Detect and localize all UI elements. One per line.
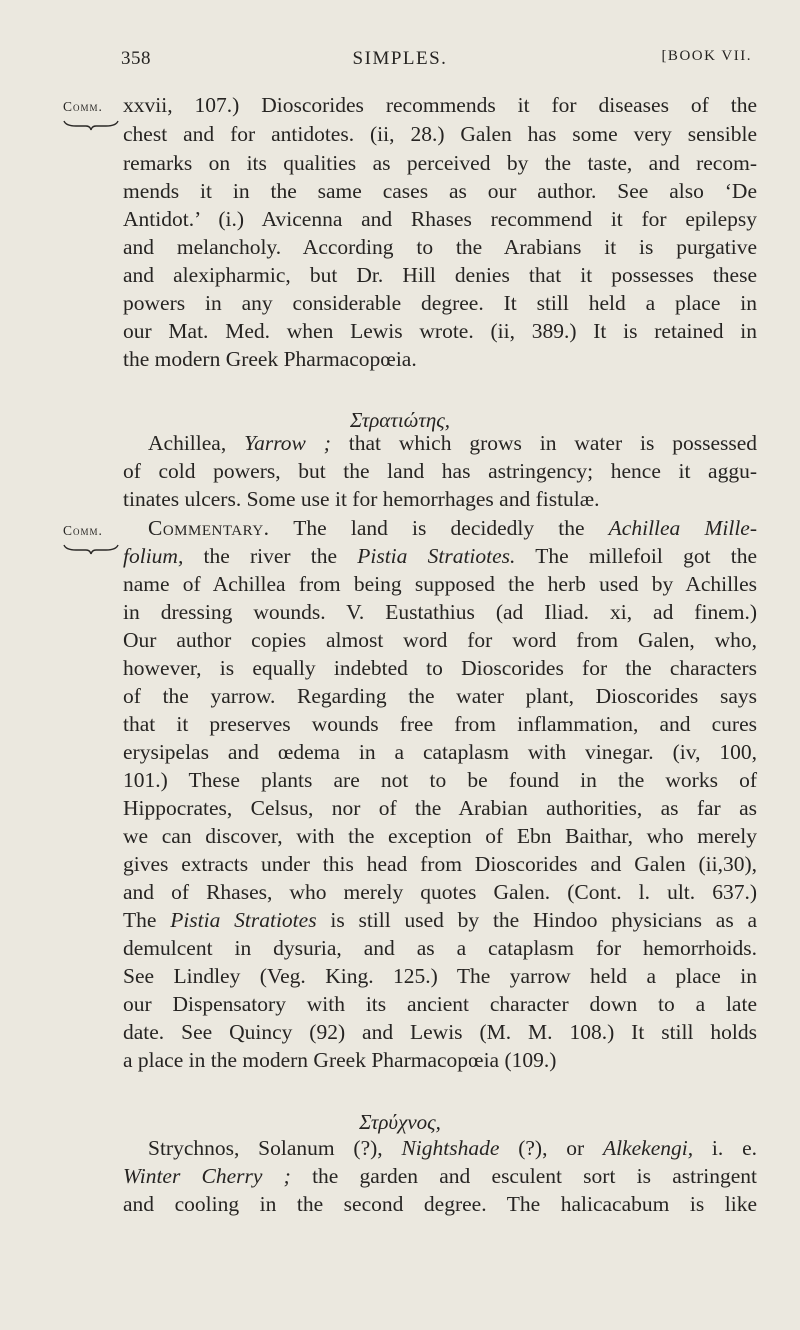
- book-label: [BOOK VII.: [661, 48, 752, 64]
- text-line: Winter Cherry ; the garden and esculent sort is astringent: [123, 1164, 757, 1188]
- text-line: Our author copies almost word for word from Galen, who,: [123, 628, 757, 652]
- margin-note-comm: Comm.: [63, 523, 103, 538]
- text-line: Achillea, Yarrow ; that which grows in water is possessed: [148, 431, 758, 455]
- text-line: Commentary. The land is decidedly the Achillea Mille-: [148, 516, 757, 540]
- entry-heading: Στρύχνος,: [359, 1110, 441, 1134]
- text-line: however, is equally indebted to Dioscorides for the characters: [123, 656, 757, 680]
- text-line: and melancholy. According to the Arabians it is purgative: [123, 235, 757, 259]
- text-line: tinates ulcers. Some use it for hemorrhages and fistulæ.: [123, 487, 600, 511]
- running-title: SIMPLES.: [352, 48, 448, 69]
- text-line: the modern Greek Pharmacopœia.: [123, 347, 417, 371]
- text-line: Hippocrates, Celsus, nor of the Arabian authorities, as far as: [123, 796, 757, 820]
- text-line: that it preserves wounds free from inflammation, and cures: [123, 712, 757, 736]
- text-line: a place in the modern Greek Pharmacopœia (109.): [123, 1048, 557, 1072]
- text-line: folium, the river the Pistia Stratiotes. The millefoil got the: [123, 544, 758, 568]
- text-line: our Dispensatory with its ancient character down to a late: [123, 992, 757, 1016]
- running-header: [0, 48, 800, 76]
- text-line: of the yarrow. Regarding the water plant, Dioscorides says: [123, 684, 757, 708]
- text-line: chest and for antidotes. (ii, 28.) Galen has some very sensible: [123, 122, 757, 146]
- text-line: Antidot.’ (i.) Avicenna and Rhases recommend it for epilepsy: [123, 207, 757, 231]
- text-line: demulcent in dysuria, and as a cataplasm for hemorrhoids.: [123, 936, 757, 960]
- margin-brace-icon: [62, 119, 120, 131]
- text-line: in dressing wounds. V. Eustathius (ad Iliad. xi, ad finem.): [123, 600, 757, 624]
- text-line: of cold powers, but the land has astringency; hence it aggu-: [123, 459, 757, 483]
- text-line: name of Achillea from being supposed the herb used by Achilles: [123, 572, 757, 596]
- text-line: Strychnos, Solanum (?), Nightshade (?), or Alkekengi, i. e.: [148, 1136, 757, 1160]
- text-line: our Mat. Med. when Lewis wrote. (ii, 389.) It is retained in: [123, 319, 757, 343]
- text-line: erysipelas and œdema in a cataplasm with vinegar. (iv, 100,: [123, 740, 757, 764]
- text-line: and of Rhases, who merely quotes Galen. (Cont. l. ult. 637.): [123, 880, 757, 904]
- text-line: mends it in the same cases as our author. See also ‘De: [123, 179, 757, 203]
- text-line: gives extracts under this head from Dioscorides and Galen (ii,30),: [123, 852, 757, 876]
- text-line: and alexipharmic, but Dr. Hill denies that it possesses these: [123, 263, 757, 287]
- text-line: See Lindley (Veg. King. 125.) The yarrow held a place in: [123, 964, 757, 988]
- margin-brace-icon: [62, 543, 120, 555]
- page-number: 358: [121, 48, 151, 69]
- text-line: 101.) These plants are not to be found in the works of: [123, 768, 757, 792]
- text-line: powers in any considerable degree. It still held a place in: [123, 291, 757, 315]
- text-line: xxvii, 107.) Dioscorides recommends it for diseases of the: [123, 93, 757, 117]
- text-line: and cooling in the second degree. The halicacabum is like: [123, 1192, 757, 1216]
- text-line: remarks on its qualities as perceived by the taste, and recom-: [123, 151, 757, 175]
- margin-note-comm: Comm.: [63, 99, 103, 114]
- text-line: date. See Quincy (92) and Lewis (M. M. 108.) It still holds: [123, 1020, 757, 1044]
- text-line: The Pistia Stratiotes is still used by the Hindoo physicians as a: [123, 908, 758, 932]
- entry-heading: Στρατιώτης,: [349, 408, 451, 432]
- text-line: we can discover, with the exception of Ebn Baithar, who merely: [123, 824, 757, 848]
